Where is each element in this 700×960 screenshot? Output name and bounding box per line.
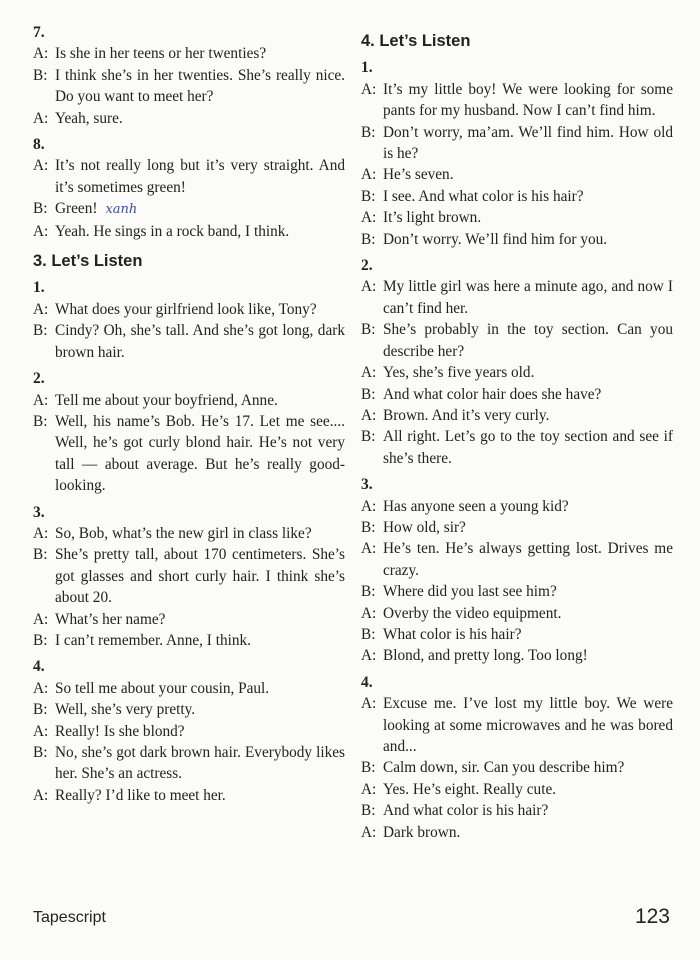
dialogue-number: 1. [361,59,373,77]
dialogue-line [361,603,673,624]
line-text: It’s my little boy! We were looking for some pants for my husband. Now I can’t find him. [383,80,673,120]
line-text: What color is his hair? [383,625,522,643]
line-text: So, Bob, what’s the new girl in class like? [55,524,312,542]
line-text: Yeah. He sings in a rock band, I think. [55,222,290,240]
dialogue-line [33,411,345,497]
speaker-label: A: [361,209,377,227]
line-text: It’s light brown. [383,209,482,227]
section-heading: 4. Let’s Listen [361,32,471,50]
line-text: Yes. He’s eight. Really cute. [383,780,557,798]
speaker-label: B: [361,123,376,141]
dialogue-line [33,155,345,198]
dialogue-line [361,122,673,165]
speaker-label: A: [361,780,377,798]
speaker-label: B: [361,802,376,820]
line-text: And what color is his hair? [383,802,549,820]
speaker-label: B: [361,518,376,536]
dialogue-line [33,390,345,411]
dialogue-line [361,581,673,602]
speaker-label: A: [33,391,49,409]
left-column [33,22,345,806]
speaker-label: A: [361,166,377,184]
dialogue-number: 4. [33,658,45,676]
line-text: I think she’s in her twenties. She’s really nice. Do you want to meet her? [55,66,345,106]
speaker-label: B: [33,631,48,649]
dialogue-line [33,721,345,742]
dialogue-number: 2. [33,370,45,388]
right-column [361,22,673,843]
speaker-label: A: [361,695,377,713]
speaker-label: A: [361,406,377,424]
dialogue-line [361,164,673,185]
speaker-label: A: [33,157,49,175]
dialogue-line [361,426,673,469]
speaker-label: A: [33,45,49,63]
dialogue-line [33,609,345,630]
line-text: Really! Is she blond? [55,722,185,740]
speaker-label: A: [361,540,377,558]
dialogue-line [361,822,673,843]
speaker-label: B: [33,66,48,84]
handwritten-note: xanh [105,202,138,218]
dialogue-number: 7. [33,24,45,41]
speaker-label: A: [33,722,49,740]
dialogue-line [33,678,345,699]
dialogue-line [33,320,345,363]
speaker-label: B: [33,412,48,430]
dialogue-line [361,229,673,250]
line-text: No, she’s got dark brown hair. Everybody likes her. She’s an actress. [55,744,345,783]
speaker-label: A: [361,604,377,622]
line-text: How old, sir? [383,518,466,536]
footer-section-title: Tapescript [33,909,106,926]
speaker-label: A: [361,647,377,665]
page-number: 123 [634,905,670,928]
dialogue-line [361,186,673,207]
speaker-label: A: [361,80,377,98]
line-text: What does your girlfriend look like, Tony? [55,300,317,318]
dialogue-line [33,221,345,242]
speaker-label: A: [361,823,377,841]
dialogue-line [361,405,673,426]
line-text: I can’t remember. Anne, I think. [55,631,251,649]
speaker-label: A: [33,300,49,318]
dialogue-line [361,276,673,319]
line-text: Really? I’d like to meet her. [55,786,226,804]
line-text: Green! [55,200,98,218]
speaker-label: A: [33,786,49,804]
line-text: What’s her name? [55,610,166,628]
dialogue-line [33,299,345,320]
line-text: Is she in her teens or her twenties? [55,45,267,63]
speaker-label: B: [33,546,48,564]
dialogue-number: 4. [361,673,373,691]
dialogue-line [361,645,673,666]
dialogue-line [361,538,673,581]
line-text: Don’t worry. We’ll find him for you. [383,230,608,248]
dialogue-line [361,693,673,757]
dialogue-line [33,43,345,64]
dialogue-number: 1. [33,279,45,297]
dialogue-line [33,65,345,108]
speaker-label: A: [361,364,377,382]
dialogue-line [33,523,345,544]
section-heading: 3. Let’s Listen [33,252,143,271]
dialogue-line [361,779,673,800]
speaker-label: B: [361,428,376,446]
line-text: Tell me about your boyfriend, Anne. [55,391,278,409]
line-text: He’s seven. [383,166,454,184]
line-text: It’s not really long but it’s very straight. And it’s sometimes green! [55,157,345,196]
dialogue-number: 8. [33,136,45,154]
speaker-label: B: [33,744,48,761]
line-text: Excuse me. I’ve lost my little boy. We were looking at some microwaves and he was bored and... [383,695,673,755]
dialogue-line [361,800,673,821]
line-text: Calm down, sir. Can you describe him? [383,759,625,777]
speaker-label: B: [361,187,376,205]
line-text: Don’t worry, ma’am. We’ll find him. How old is he? [383,123,673,163]
line-text: Dark brown. [383,823,461,841]
dialogue-line [33,544,345,608]
speaker-label: B: [361,321,376,339]
line-text: Yeah, sure. [55,109,123,127]
dialogue-line [33,630,345,651]
speaker-label: A: [361,278,377,296]
line-text: He’s ten. He’s always getting lost. Drives me crazy. [383,540,673,579]
dialogue-line [361,319,673,362]
speaker-label: B: [361,583,376,601]
speaker-label: B: [33,200,48,218]
dialogue-number: 3. [361,476,373,494]
dialogue-number: 3. [33,503,45,521]
dialogue-line [33,785,345,806]
line-text: Blond, and pretty long. Too long! [383,647,588,665]
line-text: Yes, she’s five years old. [383,364,535,382]
line-text: Has anyone seen a young kid? [383,497,569,515]
dialogue-line [361,362,673,383]
line-text: Well, his name’s Bob. He’s 17. Let me see.... Well, he’s got curly blond hair. He’s not very tall — about average. But he’s really good-looking. [55,412,345,495]
speaker-label: B: [361,230,376,248]
line-text: Brown. And it’s very curly. [383,406,550,424]
line-text: I see. And what color is his hair? [383,187,584,205]
dialogue-line [361,384,673,405]
dialogue-line [33,742,345,785]
speaker-label: B: [361,385,376,403]
speaker-label: B: [33,701,48,719]
dialogue-line [33,108,345,129]
dialogue-number: 2. [361,257,373,275]
line-text: All right. Let’s go to the toy section and see if she’s there. [383,428,673,467]
dialogue-line [361,496,673,517]
line-text: Well, she’s very pretty. [55,701,196,719]
dialogue-line [361,207,673,228]
line-text: So tell me about your cousin, Paul. [55,679,270,697]
dialogue-line [33,699,345,720]
line-text: She’s probably in the toy section. Can you describe her? [383,321,673,360]
line-text: She’s pretty tall, about 170 centimeters. She’s got glasses and short curly hair. I think she’s about 20. [55,546,345,607]
speaker-label: A: [33,109,49,127]
speaker-label: A: [361,497,377,515]
speaker-label: A: [33,524,49,542]
line-text: My little girl was here a minute ago, and now I can’t find her. [383,278,673,317]
dialogue-line [361,757,673,778]
line-text: Overby the video equipment. [383,604,562,622]
dialogue-line [33,198,345,220]
dialogue-line [361,79,673,122]
speaker-label: B: [361,625,376,643]
speaker-label: A: [33,610,49,628]
dialogue-line [361,624,673,645]
speaker-label: A: [33,222,49,240]
speaker-label: B: [361,759,376,777]
speaker-label: B: [33,322,48,340]
speaker-label: A: [33,679,49,697]
line-text: Where did you last see him? [383,583,557,601]
line-text: And what color hair does she have? [383,385,602,403]
dialogue-line [361,517,673,538]
line-text: Cindy? Oh, she’s tall. And she’s got long, dark brown hair. [55,322,345,361]
